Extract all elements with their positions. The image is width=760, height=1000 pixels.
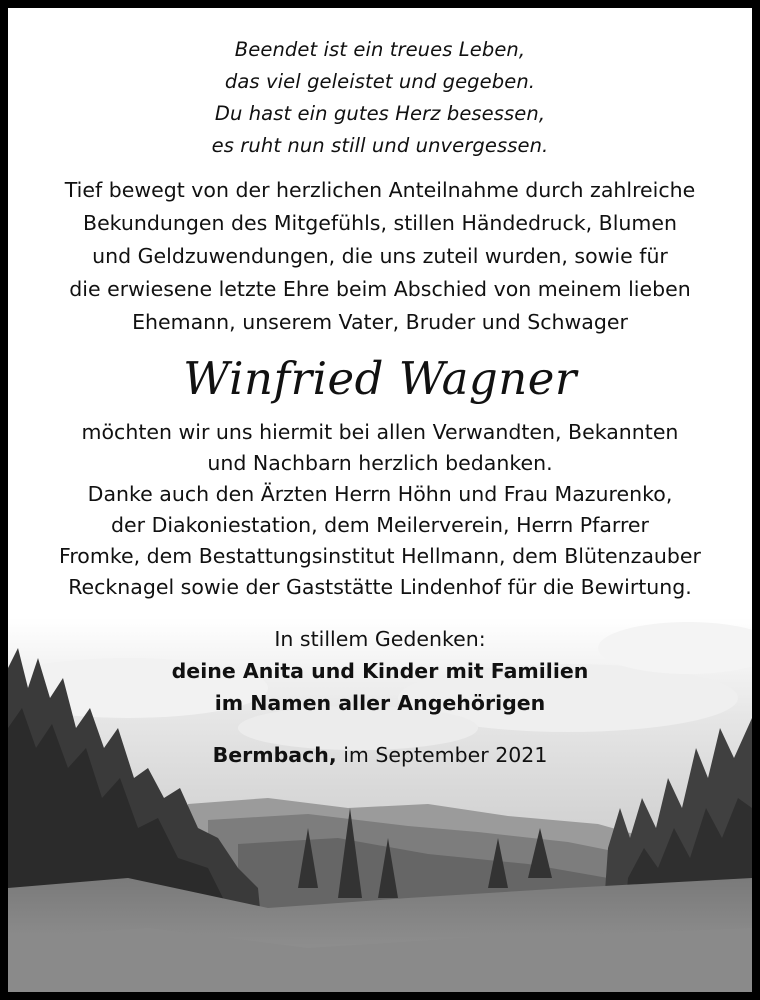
thanks-line: Fromke, dem Bestattungsinstitut Hellmann, dem Blütenzauber xyxy=(59,544,701,568)
thanks-paragraph xyxy=(8,417,752,603)
thanks-line: Danke auch den Ärzten Herrn Höhn und Frau Mazurenko, xyxy=(87,482,673,506)
deceased-name: Winfried Wagner xyxy=(183,352,577,405)
thanks-line: der Diakoniestation, dem Meilerverein, Herrn Pfarrer xyxy=(111,513,649,537)
closing-signature xyxy=(8,623,752,719)
intro-paragraph xyxy=(8,174,752,339)
family-line: deine Anita und Kinder mit Familien xyxy=(171,659,589,683)
relatives-line: im Namen aller Angehörigen xyxy=(214,691,546,715)
intro-line: Tief bewegt von der herzlichen Anteilnahme durch zahlreiche xyxy=(64,178,696,202)
place-date xyxy=(8,739,752,771)
intro-line: und Geldzuwendungen, die uns zuteil wurden, sowie für xyxy=(92,244,668,268)
thanks-line: Recknagel sowie der Gaststätte Lindenhof für die Bewirtung. xyxy=(68,575,692,599)
intro-line: die erwiesene letzte Ehre beim Abschied von meinem lieben xyxy=(69,277,691,301)
memorial-poem xyxy=(8,34,752,162)
obituary-content xyxy=(8,8,752,771)
date-text: im September 2021 xyxy=(336,743,548,767)
thanks-line: und Nachbarn herzlich bedanken. xyxy=(207,451,553,475)
intro-line: Ehemann, unserem Vater, Bruder und Schwager xyxy=(132,310,628,334)
poem-line: es ruht nun still und unvergessen. xyxy=(211,134,549,157)
closing-intro: In stillem Gedenken: xyxy=(274,627,486,651)
poem-line: Du hast ein gutes Herz besessen, xyxy=(214,102,546,125)
thanks-line: möchten wir uns hiermit bei allen Verwandten, Bekannten xyxy=(81,420,679,444)
poem-line: Beendet ist ein treues Leben, xyxy=(234,38,526,61)
place-name: Bermbach, xyxy=(212,743,337,767)
poem-line: das viel geleistet und gegeben. xyxy=(224,70,536,93)
intro-line: Bekundungen des Mitgefühls, stillen Händedruck, Blumen xyxy=(83,211,677,235)
